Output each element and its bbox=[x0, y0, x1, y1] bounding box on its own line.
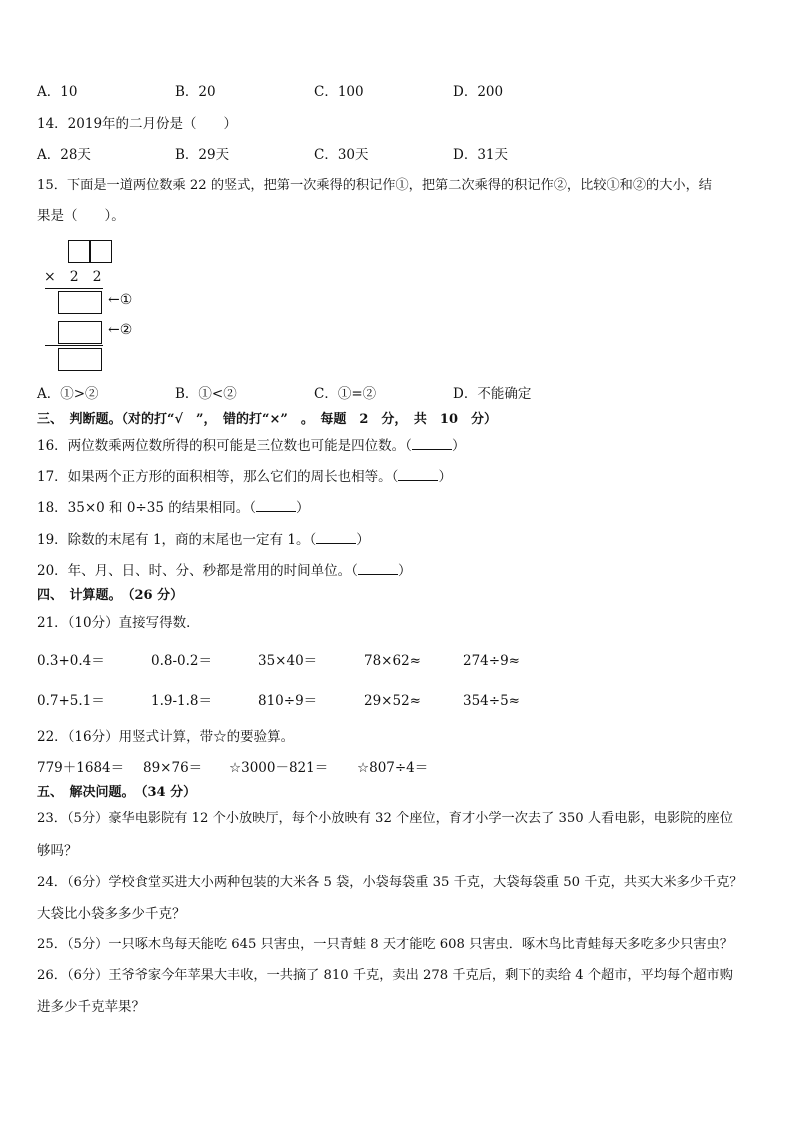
calc-item: 78×62≈ bbox=[364, 653, 421, 669]
q23-line1: 23．（5分）豪华电影院有 12 个小放映厅，每个小放映有 32 个座位，育才小学一次去了 350 人看电影，电影院的座位 bbox=[37, 811, 733, 826]
q19 bbox=[37, 531, 370, 549]
digit-box-ones bbox=[90, 240, 112, 263]
q14-stem: 14．2019年的二月份是（ ） bbox=[37, 116, 238, 132]
calc-item: 0.8-0.2＝ bbox=[151, 653, 213, 669]
calc-item: 35×40＝ bbox=[258, 653, 318, 669]
q13-option-a: A．10 bbox=[37, 84, 78, 100]
calc-item: 779＋1684＝ bbox=[37, 760, 125, 776]
q18 bbox=[37, 499, 309, 517]
q15-stem-line1: 15．下面是一道两位数乘 22 的竖式，把第一次乘得的积记作①，把第二次乘得的积记作②，比较①和②的大小，结 bbox=[37, 178, 712, 193]
calc-item: 810÷9＝ bbox=[258, 693, 318, 709]
q17-close: ） bbox=[438, 469, 452, 485]
answer-blank[interactable] bbox=[398, 468, 438, 481]
section-4-title: 四、 计算题。 （26 分） bbox=[37, 588, 184, 603]
calc-item: ☆3000－821＝ bbox=[229, 760, 329, 776]
calc-item: 354÷5≈ bbox=[463, 693, 520, 709]
q15-option-a: A．①>② bbox=[37, 386, 99, 402]
q14-option-d: D．31天 bbox=[453, 147, 509, 163]
q18-text: 18．35×0 和 0÷35 的结果相同。（ bbox=[37, 500, 256, 516]
answer-blank[interactable] bbox=[316, 531, 356, 544]
q16 bbox=[37, 437, 465, 455]
q24-line2: 大袋比小袋多多少千克？ bbox=[37, 906, 186, 922]
partial-product-1-box bbox=[58, 291, 102, 314]
q14-option-a: A．28天 bbox=[37, 147, 91, 163]
q15-option-c: C．①=② bbox=[314, 386, 377, 402]
q26-line1: 26．（6分）王爷爷家今年苹果大丰收，一共摘了 810 千克，卖出 278 千克后，剩下的卖给 4 个超市，平均每个超市购 bbox=[37, 968, 733, 983]
q20-text: 20．年、月、日、时、分、秒都是常用的时间单位。（ bbox=[37, 563, 358, 579]
q15-option-d: D．不能确定 bbox=[453, 386, 532, 402]
q24-line1: 24．（6分）学校食堂买进大小两种包装的大米各 5 袋，小袋每袋重 35 千克，大袋每袋重 50 千克，共买大米多少千克？ bbox=[37, 875, 743, 890]
calc-item: 89×76＝ bbox=[143, 760, 203, 776]
answer-blank[interactable] bbox=[412, 437, 452, 450]
divider-line-1 bbox=[45, 288, 103, 289]
final-product-box bbox=[58, 348, 102, 371]
answer-blank[interactable] bbox=[358, 562, 398, 575]
partial-product-2-label: ←② bbox=[108, 322, 133, 338]
partial-product-2-box bbox=[58, 321, 102, 344]
answer-blank[interactable] bbox=[256, 499, 296, 512]
q13-option-d: D．200 bbox=[453, 84, 504, 100]
calc-item: 0.3+0.4＝ bbox=[37, 653, 105, 669]
q20-close: ） bbox=[397, 563, 412, 579]
q18-close: ） bbox=[295, 500, 310, 516]
q20 bbox=[37, 562, 411, 580]
q15-option-b: B．①<② bbox=[175, 386, 237, 402]
q16-close: ） bbox=[451, 438, 466, 454]
q16-text: 16．两位数乘两位数所得的积可能是三位数也可能是四位数。（ bbox=[37, 438, 412, 454]
q14-option-b: B．29天 bbox=[175, 147, 230, 163]
q25-line1: 25．（5分）一只啄木鸟每天能吃 645 只害虫，一只青蛙 8 天才能吃 608 只害虫．啄木鸟比青蛙每天多吃多少只害虫？ bbox=[37, 937, 733, 952]
q17-text: 17．如果两个正方形的面积相等，那么它们的周长也相等。（ bbox=[37, 469, 399, 485]
q13-option-b: B．20 bbox=[175, 84, 216, 100]
digit-box-tens bbox=[68, 240, 90, 263]
q13-option-c: C．100 bbox=[314, 84, 364, 100]
q15-stem-line2: 果是（ ）。 bbox=[37, 208, 125, 224]
section-5-title: 五、 解决问题。 （34 分） bbox=[37, 785, 197, 800]
calc-item: 0.7+5.1＝ bbox=[37, 693, 105, 709]
q21-stem: 21．（10分）直接写得数． bbox=[37, 615, 200, 631]
section-3-title: 三、 判断题。（对的打“√ ”， 错的打“×” 。 每题 2 分， 共 10 分） bbox=[37, 412, 497, 427]
calc-item: 1.9-1.8＝ bbox=[151, 693, 213, 709]
divider-line-2 bbox=[45, 345, 103, 346]
calc-item: 274÷9≈ bbox=[463, 653, 520, 669]
partial-product-1-label: ←① bbox=[108, 292, 133, 308]
multiplier-row: × 2 2 bbox=[44, 269, 102, 285]
q19-text: 19．除数的末尾有 1，商的末尾也一定有 1。（ bbox=[37, 532, 317, 548]
calc-item: ☆807÷4＝ bbox=[357, 760, 429, 776]
q19-close: ） bbox=[356, 532, 370, 548]
q22-stem: 22．（16分）用竖式计算，带☆的要验算。 bbox=[37, 729, 295, 745]
calc-item: 29×52≈ bbox=[364, 693, 421, 709]
q14-option-c: C．30天 bbox=[314, 147, 369, 163]
q26-line2: 进多少千克苹果？ bbox=[37, 999, 145, 1015]
q23-line2: 够吗？ bbox=[37, 843, 78, 859]
q17 bbox=[37, 468, 452, 486]
